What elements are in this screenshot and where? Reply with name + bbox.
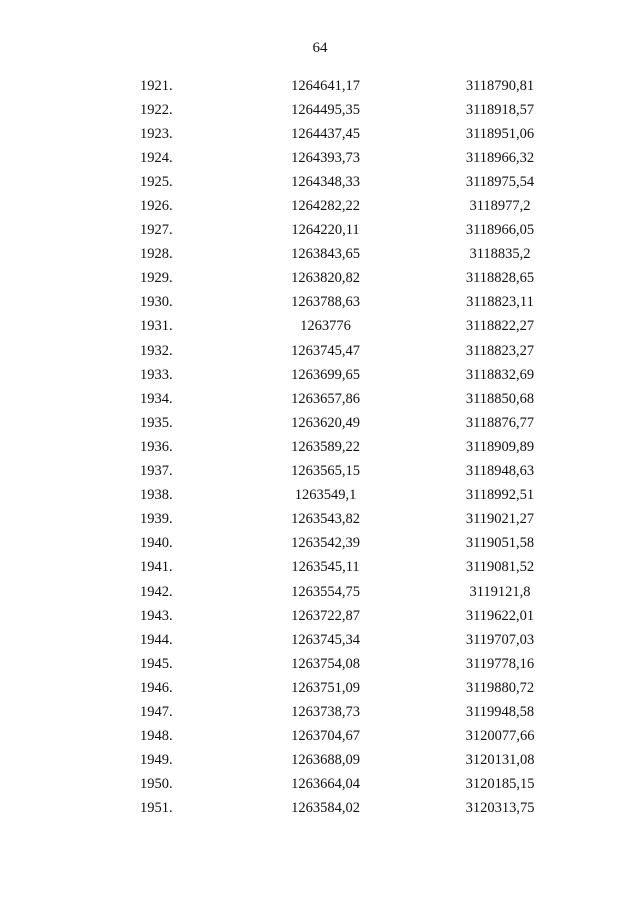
row-spacer [0,363,140,387]
row-spacer [549,194,640,218]
row-spacer [0,797,140,821]
coordinate-y: 3120185,15 [465,776,535,793]
table-row [0,725,640,749]
row-spacer [0,676,140,700]
point-number: 1937. [140,463,173,480]
table-row [0,652,640,676]
row-spacer [0,267,140,291]
row-spacer [549,676,640,700]
row-spacer [549,243,640,267]
table-row [0,628,640,652]
table-row [0,219,640,243]
coordinate-y: 3118876,77 [465,414,535,431]
row-spacer [549,98,640,122]
point-number: 1934. [140,390,173,407]
row-spacer [549,435,640,459]
coordinate-y: 3120313,75 [465,800,535,817]
row-spacer [549,580,640,604]
row-spacer [0,243,140,267]
coordinate-y: 3118951,06 [465,125,535,142]
point-number: 1929. [140,270,173,287]
coordinate-x: 1263545,11 [291,559,360,576]
coordinate-y: 3118832,69 [465,366,535,383]
row-spacer [549,749,640,773]
row-spacer [549,460,640,484]
coordinate-x: 1264220,11 [291,222,360,239]
table-row [0,580,640,604]
coordinate-y: 3119051,58 [465,535,535,552]
row-spacer [549,652,640,676]
coordinate-x: 1263584,02 [291,800,360,817]
coordinate-x: 1264495,35 [291,101,360,118]
point-number: 1938. [140,487,173,504]
row-spacer [549,387,640,411]
row-spacer [0,98,140,122]
point-number: 1951. [140,800,173,817]
coordinate-y: 3118823,27 [465,342,535,359]
point-number: 1922. [140,101,173,118]
point-number: 1950. [140,776,173,793]
row-spacer [549,122,640,146]
coordinate-y: 3118850,68 [465,390,535,407]
point-number: 1946. [140,679,173,696]
point-number: 1926. [140,198,173,215]
row-spacer [0,700,140,724]
point-number: 1939. [140,511,173,528]
row-spacer [0,74,140,98]
row-spacer [549,339,640,363]
coordinate-y: 3119021,27 [465,511,535,528]
table-row [0,411,640,435]
row-spacer [549,267,640,291]
row-spacer [0,315,140,339]
row-spacer [0,556,140,580]
coordinate-x: 1263589,22 [291,438,360,455]
row-spacer [549,604,640,628]
row-spacer [0,532,140,556]
row-spacer [549,773,640,797]
table-row [0,604,640,628]
coordinate-x: 1263722,87 [291,607,360,624]
row-spacer [0,508,140,532]
point-number: 1924. [140,149,173,166]
table-row [0,194,640,218]
table-row [0,773,640,797]
table-row [0,291,640,315]
coordinate-y: 3118975,54 [465,173,535,190]
table-row [0,556,640,580]
row-spacer [549,315,640,339]
table-row [0,122,640,146]
page-number: 64 [312,40,328,56]
point-number: 1949. [140,752,173,769]
row-spacer [549,532,640,556]
coordinate-y: 3119121,8 [469,583,531,600]
point-number: 1940. [140,535,173,552]
coordinate-y: 3119081,52 [465,559,535,576]
row-spacer [549,797,640,821]
coordinate-y: 3118790,81 [465,77,535,94]
coordinate-x: 1263704,67 [291,728,360,745]
row-spacer [549,219,640,243]
coordinate-x: 1263776 [300,318,351,335]
table-row [0,532,640,556]
table-row [0,146,640,170]
coordinate-x: 1263820,82 [291,270,360,287]
row-spacer [0,219,140,243]
point-number: 1947. [140,703,173,720]
row-spacer [549,628,640,652]
row-spacer [0,435,140,459]
table-row [0,676,640,700]
row-spacer [549,146,640,170]
table-row [0,460,640,484]
row-spacer [549,363,640,387]
row-spacer [0,604,140,628]
row-spacer [0,122,140,146]
coordinate-x: 1263745,34 [291,631,360,648]
row-spacer [549,725,640,749]
coordinate-x: 1263688,09 [291,752,360,769]
coordinate-y: 3118918,57 [465,101,535,118]
point-number: 1923. [140,125,173,142]
point-number: 1944. [140,631,173,648]
point-number: 1927. [140,222,173,239]
coordinate-x: 1263751,09 [291,679,360,696]
coordinate-x: 1263549,1 [294,487,357,504]
row-spacer [0,291,140,315]
coordinate-y: 3119707,03 [465,631,535,648]
table-row [0,339,640,363]
coordinate-y: 3118992,51 [465,487,535,504]
row-spacer [0,387,140,411]
table-row [0,484,640,508]
point-number: 1928. [140,246,173,263]
coordinate-x: 1263788,63 [291,294,360,311]
coordinate-x: 1263754,08 [291,655,360,672]
table-row [0,98,640,122]
table-row [0,315,640,339]
coordinate-y: 3118966,32 [465,149,535,166]
row-spacer [0,411,140,435]
row-spacer [0,484,140,508]
row-spacer [549,170,640,194]
coordinate-x: 1263554,75 [291,583,360,600]
point-number: 1936. [140,438,173,455]
coordinate-y: 3119622,01 [465,607,535,624]
point-number: 1945. [140,655,173,672]
table-row [0,700,640,724]
coordinate-x: 1264348,33 [291,173,360,190]
point-number: 1941. [140,559,173,576]
table-row [0,749,640,773]
coordinate-x: 1264393,73 [291,149,360,166]
coordinate-x: 1263745,47 [291,342,360,359]
coordinate-x: 1263657,86 [291,390,360,407]
row-spacer [549,508,640,532]
row-spacer [549,74,640,98]
coordinate-y: 3118835,2 [469,246,531,263]
coordinate-y: 3119880,72 [465,679,535,696]
table-row [0,387,640,411]
coordinate-y: 3120131,08 [465,752,535,769]
coordinate-x: 1263565,15 [291,463,360,480]
row-spacer [0,773,140,797]
row-spacer [549,291,640,315]
coordinate-x: 1264437,45 [291,125,360,142]
table-row [0,363,640,387]
point-number: 1925. [140,173,173,190]
row-spacer [0,628,140,652]
coordinate-x: 1263843,65 [291,246,360,263]
point-number: 1933. [140,366,173,383]
table-row [0,74,640,98]
coordinate-y: 3118828,65 [465,270,535,287]
row-spacer [549,556,640,580]
table-row [0,508,640,532]
row-spacer [0,194,140,218]
point-number: 1935. [140,414,173,431]
coordinate-y: 3120077,66 [465,728,535,745]
coordinate-y: 3119778,16 [465,655,535,672]
point-number: 1921. [140,77,173,94]
coordinate-x: 1264641,17 [291,77,360,94]
table-row [0,797,640,821]
coordinate-y: 3118822,27 [465,318,535,335]
point-number: 1942. [140,583,173,600]
point-number: 1943. [140,607,173,624]
table-row [0,435,640,459]
coordinate-x: 1264282,22 [291,198,360,215]
table-row [0,267,640,291]
row-spacer [0,725,140,749]
point-number: 1932. [140,342,173,359]
coordinate-x: 1263738,73 [291,703,360,720]
coordinate-x: 1263699,65 [291,366,360,383]
table-row [0,243,640,267]
coordinate-y: 3118948,63 [465,463,535,480]
row-spacer [549,484,640,508]
coordinate-x: 1263543,82 [291,511,360,528]
point-number: 1930. [140,294,173,311]
table-row [0,170,640,194]
coordinate-x: 1263664,04 [291,776,360,793]
row-spacer [549,700,640,724]
coordinate-y: 3118909,89 [465,438,535,455]
coordinate-y: 3118823,11 [466,294,534,311]
coordinates-table [0,74,640,821]
point-number: 1931. [140,318,173,335]
row-spacer [549,411,640,435]
coordinate-y: 3119948,58 [465,703,535,720]
coordinate-x: 1263542,39 [291,535,360,552]
coordinates-table-body [0,74,640,821]
coordinate-y: 3118966,05 [465,222,535,239]
row-spacer [0,749,140,773]
row-spacer [0,460,140,484]
point-number: 1948. [140,728,173,745]
coordinate-x: 1263620,49 [291,414,360,431]
row-spacer [0,146,140,170]
row-spacer [0,339,140,363]
row-spacer [0,580,140,604]
coordinate-y: 3118977,2 [469,198,531,215]
row-spacer [0,170,140,194]
row-spacer [0,652,140,676]
